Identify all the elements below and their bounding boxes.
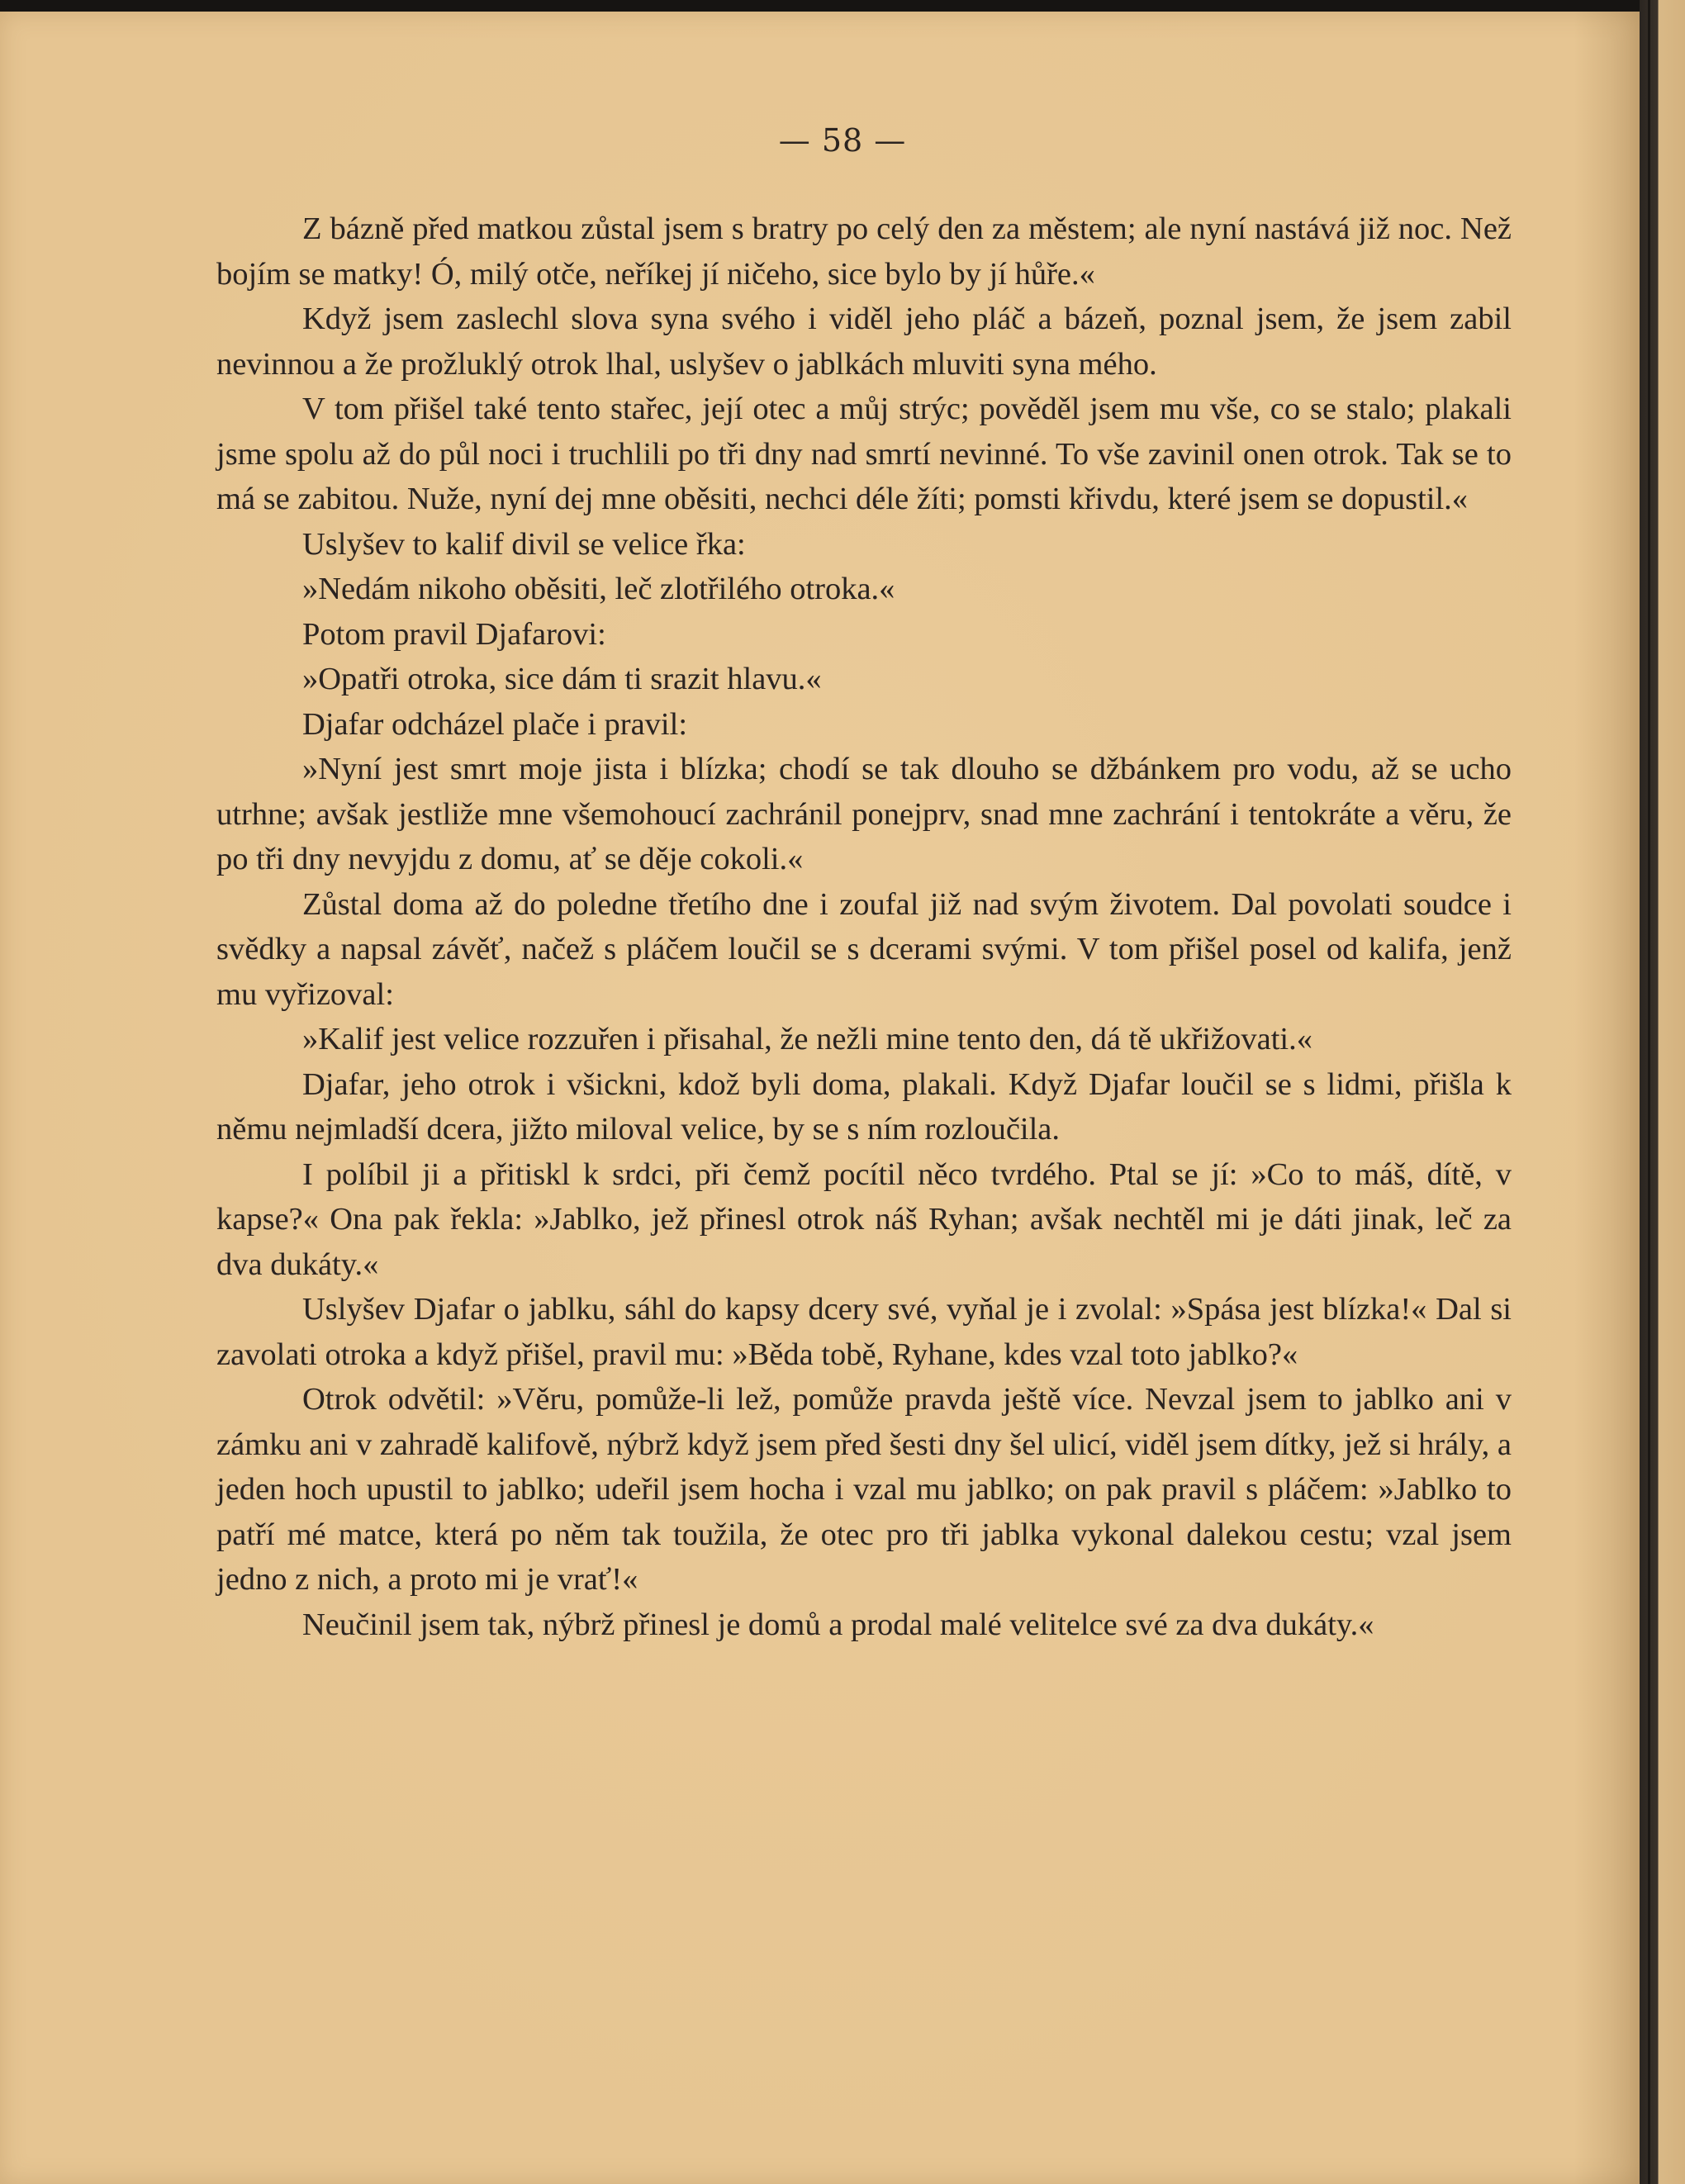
paragraph: Uslyšev to kalif divil se velice řka: bbox=[302, 526, 746, 562]
page-edge bbox=[1640, 0, 1685, 2184]
page-number: — 58 — bbox=[778, 122, 907, 159]
paragraph: »Nedám nikoho oběsiti, leč zlotřilého otroka.« bbox=[302, 572, 895, 606]
paragraph: »Opatři otroka, sice dám ti srazit hlavu.« bbox=[302, 662, 822, 696]
paragraph: I políbil ji a přitiskl k srdci, při čemž pocítil něco tvrdého. Ptal se jí: »Co to máš, dítě, v kapse?« Ona pak řekla: »Jablko, jež přinesl otrok náš Ryhan; avšak nechtěl mi je dáti jinak, leč za dva dukáty.« bbox=[216, 1156, 1512, 1282]
paragraph: V tom přišel také tento stařec, její otec a můj strýc; pověděl jsem mu vše, co se stalo; plakali jsme spolu až do půl noci i truchlili po tři dny nad smrtí nevinné. To vše zavinil onen otrok. Tak se to má se zabitou. Nuže, nyní dej mne oběsiti, nechci déle žíti; pomsti křivdu, které jsem se dopustil.« bbox=[216, 392, 1512, 516]
paragraph: Otrok odvětil: »Věru, pomůže-li lež, pomůže pravda ještě více. Nevzal jsem to jablko ani v zámku ani v zahradě kalifově, nýbrž když jsem před šesti dny šel ulicí, viděl jsem dítky, jež si hrály, a jeden hoch upustil to jablko; udeřil jsem hocha i vzal mu jablko; on pak pravil s pláčem: »Jablko to patří mé matce, která po něm tak toužila, že otec pro tři jablka vykonal dalekou cestu; vzal jsem jedno z nich, a proto mi je vrať!« bbox=[216, 1382, 1512, 1597]
binding-crease bbox=[1648, 0, 1650, 2184]
body-text bbox=[216, 207, 1512, 1647]
paragraph: Neučinil jsem tak, nýbrž přinesl je domů a prodal malé velitelce své za dva dukáty.« bbox=[302, 1607, 1374, 1642]
paragraph: Zůstal doma až do poledne třetího dne i zoufal již nad svým životem. Dal povolati soudce i svědky a napsal závěť, načež s pláčem loučil se s dcerami svými. V tom přišel posel od kalifa, jenž mu vyřizoval: bbox=[216, 886, 1512, 1012]
paragraph: »Kalif jest velice rozzuřen i přisahal, že nežli mine tento den, dá tě ukřižovati.« bbox=[302, 1022, 1312, 1056]
paragraph: Z bázně před matkou zůstal jsem s bratry po celý den za městem; ale nyní nastává již noc. Než bojím se matky! Ó, milý otče, neříkej jí ničeho, sice bylo by jí hůře.« bbox=[216, 211, 1512, 292]
paragraph: Když jsem zaslechl slova syna svého i viděl jeho pláč a bázeň, poznal jsem, že jsem zabil nevinnou a že prožluklý otrok lhal, uslyšev o jablkách mluviti syna mého. bbox=[216, 301, 1512, 382]
paragraph: Djafar, jeho otrok i všickni, kdož byli doma, plakali. Když Djafar loučil se s lidmi, přišla k němu nejmladší dcera, jižto miloval velice, by se s ním rozloučila. bbox=[216, 1066, 1512, 1147]
paragraph: Potom pravil Djafarovi: bbox=[302, 616, 606, 652]
paragraph: »Nyní jest smrt moje jista i blízka; chodí se tak dlouho se džbánkem pro vodu, až se ucho utrhne; avšak jestliže mne všemohoucí zachránil ponejprv, snad mne zachrání i tentokráte a věru, že po tři dny nevyjdu z domu, ať se děje cokoli.« bbox=[216, 752, 1512, 876]
paragraph: Djafar odcházel plače i pravil: bbox=[302, 706, 688, 742]
paragraph: Uslyšev Djafar o jablku, sáhl do kapsy dcery své, vyňal je i zvolal: »Spása jest blízka!« Dal si zavolati otroka a když přišel, pravil mu: »Běda tobě, Ryhane, kdes vzal toto jablko?« bbox=[216, 1292, 1512, 1372]
